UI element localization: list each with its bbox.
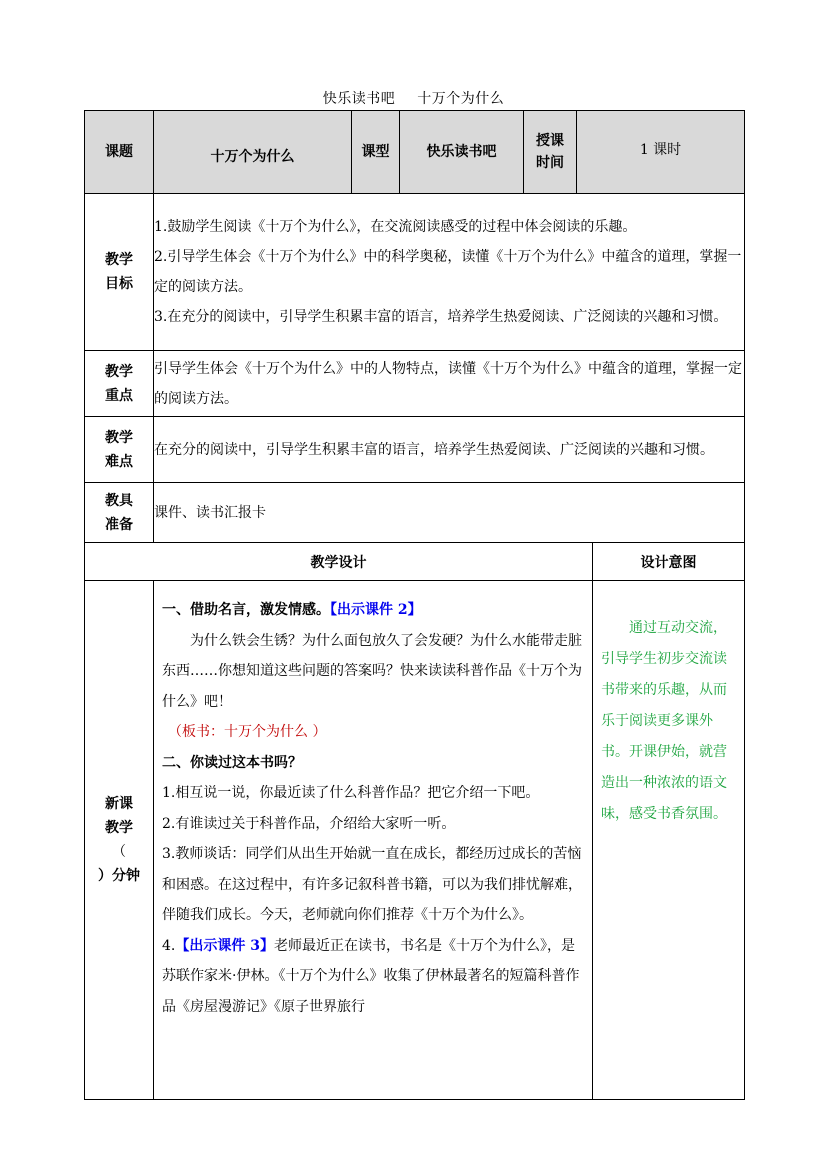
tools-row: [85, 483, 745, 543]
title-right: 十万个为什么: [417, 91, 505, 107]
new-lesson-label-cell: [85, 581, 154, 1100]
lesson-plan-table: [84, 110, 745, 1100]
design-intent-text: 通过互动交流，引导学生初步交流读书带来的乐趣，从而乐于阅读更多课外书。开课伊始，就营造出一种浓浓的语文味，感受书香氛围。: [601, 620, 727, 822]
topic-value: 十万个为什么: [210, 149, 295, 165]
goal-item: 1.鼓励学生阅读《十万个为什么》，在交流阅读感受的过程中体会阅读的乐趣。: [154, 219, 637, 235]
time-value: 1 课时: [639, 142, 682, 158]
goal-item: 2.引导学生体会《十万个为什么》中的科学奥秘，读懂《十万个为什么》中蕴含的道理，掌握一定的阅读方法。: [154, 249, 742, 295]
topic-label: 课题: [105, 144, 133, 160]
tools-content: [154, 483, 745, 543]
topic-value-cell: [154, 111, 352, 194]
list-item-4: [162, 931, 588, 1023]
goals-row: [85, 194, 745, 351]
new-lesson-label-3: （: [112, 844, 126, 860]
list-item: 2.有谁读过关于科普作品，介绍给大家听一听。: [162, 815, 456, 832]
key-points-label-1: 教学: [105, 363, 133, 380]
design-intent-content: [593, 581, 745, 1100]
section-1-heading: [162, 595, 588, 626]
difficulties-row: [85, 417, 745, 483]
document-title: [0, 88, 827, 108]
key-points-text: 引导学生体会《十万个为什么》中的人物特点，读懂《十万个为什么》中蕴含的道理，掌握一定的阅读方法。: [154, 360, 742, 407]
difficulties-content: [154, 417, 745, 483]
key-points-row: [85, 351, 745, 417]
section-2-title: 二、你读过这本书吗？: [162, 754, 302, 771]
title-left: 快乐读书吧: [322, 91, 396, 107]
type-label-cell: [352, 111, 400, 194]
goals-content: [154, 194, 745, 351]
goals-label-cell: [85, 194, 154, 351]
type-label: 课型: [361, 144, 390, 160]
new-lesson-label-4: ）分钟: [98, 868, 140, 884]
tools-text: 课件、读书汇报卡: [154, 504, 266, 521]
goals-label-2: 目标: [105, 276, 133, 292]
key-points-label-cell: [85, 351, 154, 417]
difficulties-text: 在充分的阅读中，引导学生积累丰富的语言，培养学生热爱阅读、广泛阅读的兴趣和习惯。: [154, 441, 714, 458]
key-points-label-2: 重点: [105, 387, 133, 404]
topic-label-cell: [85, 111, 154, 194]
design-header-right: [593, 543, 745, 581]
header-row: [85, 111, 745, 194]
design-header-left: [85, 543, 593, 581]
tools-label-cell: [85, 483, 154, 543]
time-label-cell: [524, 111, 577, 194]
list-item: 3.教师谈话：同学们从出生开始就一直在成长，都经历过成长的苦恼和困惑。在这过程中，有许多记叙科普书籍，可以为我们排忧解难，伴随我们成长。今天，老师就向你们推荐《十万个为什么》。: [162, 846, 582, 923]
time-label-line-1: 授课: [536, 133, 564, 149]
section-1-body: 为什么铁会生锈？为什么面包放久了会发硬？为什么水能带走脏东西……你想知道这些问题的答案吗？快来读读科普作品《十万个为什么》吧！: [162, 632, 582, 710]
item-4-text: 老师最近正在读书，书名是《十万个为什么》，是苏联作家米·伊林。《十万个为什么》收集了伊林最著名的短篇科普作品《房屋漫游记》《原子世界旅行: [162, 937, 580, 1015]
item-4-number: 4.: [162, 937, 176, 954]
difficulties-label-2: 难点: [105, 453, 133, 470]
key-points-content: [154, 351, 745, 417]
tools-label-2: 准备: [105, 516, 133, 533]
time-value-cell: [577, 111, 745, 194]
board-note: （板书：十万个为什么 ）: [168, 724, 327, 740]
difficulties-label-1: 教学: [105, 429, 133, 446]
type-value: 快乐读书吧: [426, 144, 497, 160]
tools-label-1: 教具: [105, 492, 133, 509]
new-lesson-label-1: 新课: [105, 796, 133, 812]
goals-label-1: 教学: [105, 252, 133, 268]
design-header-left-text: 教学设计: [310, 554, 367, 571]
type-value-cell: [400, 111, 524, 194]
time-label-line-2: 时间: [536, 155, 564, 171]
section-1-title: 一、借助名言，激发情感。: [162, 602, 330, 618]
new-lesson-content: [154, 581, 593, 1100]
goal-item: 3.在充分的阅读中，引导学生积累丰富的语言，培养学生热爱阅读、广泛阅读的兴趣和习惯。: [154, 309, 728, 325]
design-header-row: [85, 543, 745, 581]
new-lesson-label-2: 教学: [105, 820, 133, 836]
courseware-tag-2: 【出示课件 2】: [330, 602, 422, 618]
new-lesson-row: [85, 581, 745, 1100]
courseware-tag-3: 【出示课件 3】: [175, 937, 274, 954]
design-header-right-text: 设计意图: [640, 554, 697, 571]
difficulties-label-cell: [85, 417, 154, 483]
list-item: 1.相互说一说，你最近读了什么科普作品？把它介绍一下吧。: [162, 785, 540, 801]
